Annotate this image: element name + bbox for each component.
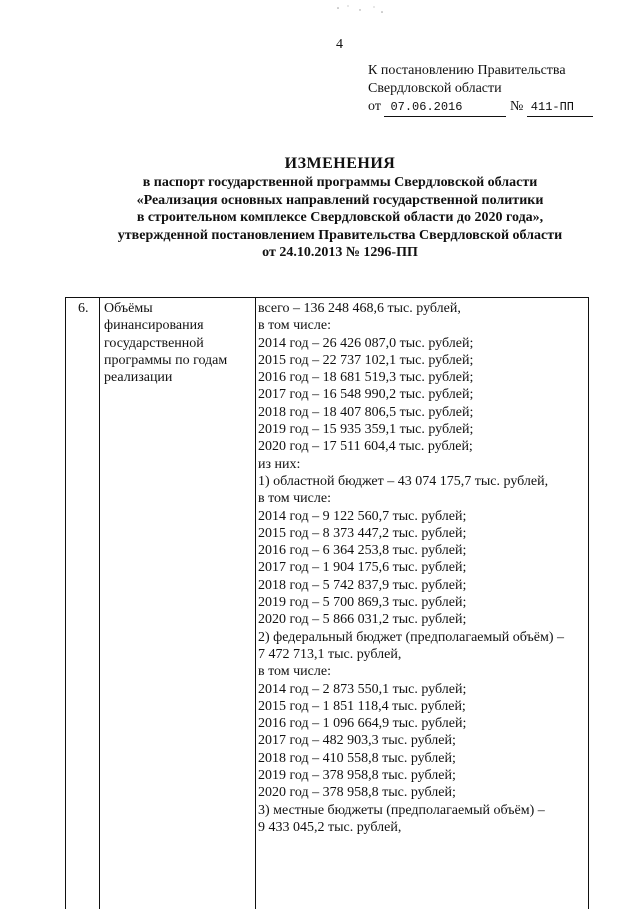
title-line: от 24.10.2013 № 1296-ПП [262,245,418,260]
value-line: 2020 год – 17 511 604,4 тыс. рублей; [258,439,473,455]
scan-artifact [330,2,390,16]
title-line: в паспорт государственной программы Свердловской области [142,175,538,190]
row-value-cell [256,298,588,909]
value-line: в том числе: [258,318,331,334]
financing-table [65,297,589,909]
title-line: утвержденной постановлением Правительства Свердловской области [117,227,563,243]
page-number: 4 [336,37,343,52]
value-line: 2016 год – 1 096 664,9 тыс. рублей; [258,716,467,732]
value-line: 1) областной бюджет – 43 074 175,7 тыс. рублей, [258,473,549,489]
value-line: в том числе: [258,664,331,680]
row-number: 6. [78,301,89,316]
value-line: 2016 год – 18 681 519,3 тыс. рублей; [258,370,474,386]
value-line: 2014 год – 9 122 560,7 тыс. рублей; [258,508,467,524]
value-line: 2018 год – 5 742 837,9 тыс. рублей; [258,577,467,593]
resolution-number: 411-ПП [527,98,593,117]
value-line: 2018 год – 18 407 806,5 тыс. рублей; [258,404,474,420]
from-label: от [368,99,381,114]
value-line: 3) местные бюджеты (предполагаемый объём) – [258,802,545,818]
value-line: 2014 год – 2 873 550,1 тыс. рублей; [258,681,467,697]
value-line: 2020 год – 378 958,8 тыс. рублей; [258,785,456,801]
name-line: Объёмы [104,301,153,316]
value-line: 2020 год – 5 866 031,2 тыс. рублей; [258,612,467,628]
name-line: государственной [104,335,204,351]
value-line: 2017 год – 1 904 175,6 тыс. рублей; [258,560,467,576]
title-line: «Реализация основных направлений государственной политики [136,192,544,208]
header-line-1: К постановлению Правительства [368,63,566,78]
value-line: 2015 год – 8 373 447,2 тыс. рублей; [258,525,467,541]
header-line-2: Свердловской области [368,81,502,96]
value-line: 2015 год – 22 737 102,1 тыс. рублей; [258,352,474,368]
value-line: в том числе: [258,491,331,507]
name-line: финансирования [104,318,204,334]
value-line: 2019 год – 15 935 359,1 тыс. рублей; [258,422,474,438]
row-number-cell [66,298,100,909]
value-line: всего – 136 248 468,6 тыс. рублей, [258,301,461,316]
value-line: 2016 год – 6 364 253,8 тыс. рублей; [258,543,467,559]
value-line: 2014 год – 26 426 087,0 тыс. рублей; [258,335,474,351]
document-title [80,154,600,262]
number-sign: № [509,99,524,114]
title-line: в строительном комплексе Свердловской области до 2020 года», [136,210,544,225]
header-date-line [368,98,593,117]
value-line: 2017 год – 16 548 990,2 тыс. рублей; [258,387,474,403]
value-line: из них: [258,456,301,472]
resolution-date: 07.06.2016 [384,98,506,117]
title-main: ИЗМЕНЕНИЯ [284,155,396,172]
value-line: 2018 год – 410 558,8 тыс. рублей; [258,750,456,766]
resolution-reference [368,62,593,117]
value-line: 2015 год – 1 851 118,4 тыс. рублей; [258,698,466,714]
value-line: 7 472 713,1 тыс. рублей, [258,646,402,662]
row-name-cell [100,298,256,909]
value-line: 2019 год – 5 700 869,3 тыс. рублей; [258,595,467,611]
name-line: программы по годам [104,352,228,368]
value-line: 2019 год – 378 958,8 тыс. рублей; [258,768,456,784]
value-line: 2017 год – 482 903,3 тыс. рублей; [258,733,456,749]
name-line: реализации [104,370,173,386]
value-line: 9 433 045,2 тыс. рублей, [258,819,402,835]
value-line: 2) федеральный бюджет (предполагаемый объём) – [258,629,565,645]
